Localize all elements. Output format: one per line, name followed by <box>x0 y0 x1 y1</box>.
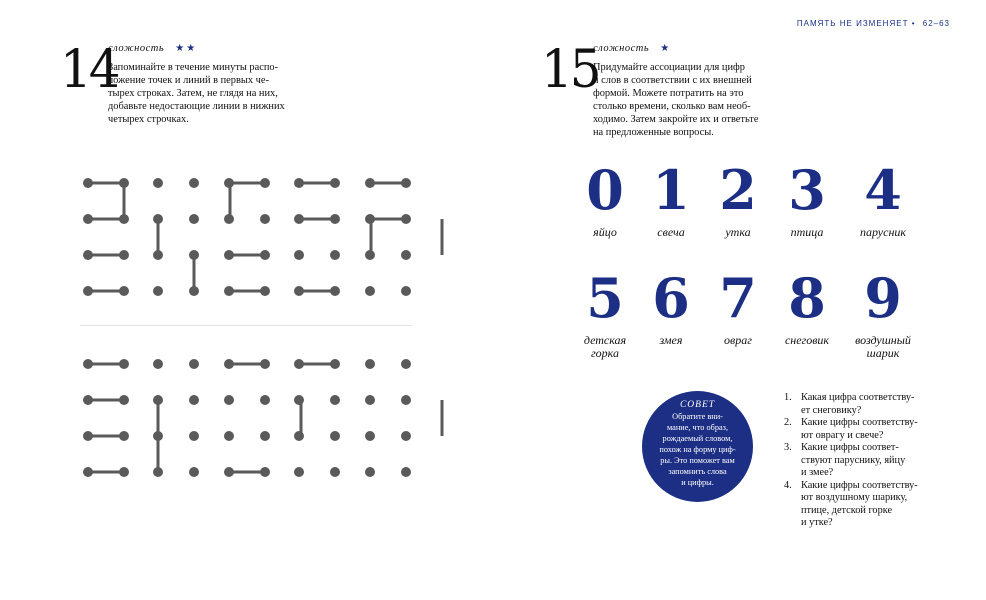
instruction-line: на предложенные вопросы. <box>593 127 714 138</box>
difficulty-stars: ★ <box>660 43 672 54</box>
question-item: 2. Какие цифры соответству- ют оврагу и свече? <box>784 417 918 441</box>
digit-7: 7 <box>719 266 757 330</box>
question-number: 1. <box>784 392 792 403</box>
grid-dot <box>294 250 304 260</box>
digit-4: 4 <box>864 158 902 222</box>
grid-dot <box>365 395 375 405</box>
grid-dot <box>189 359 199 369</box>
grid-dot <box>260 431 270 441</box>
word-1: свеча <box>657 225 685 239</box>
tip-line: запомнить слова <box>668 467 727 476</box>
digit-2: 2 <box>719 158 757 222</box>
word-4: парусник <box>859 225 907 239</box>
grid-dot <box>294 467 304 477</box>
word-2: утка <box>725 225 751 239</box>
instruction-line: ложение точек и линий в первых че- <box>108 75 269 86</box>
grid-dot <box>365 286 375 296</box>
digit-3: 3 <box>788 158 826 222</box>
grid-dot <box>153 286 163 296</box>
grid-dot <box>153 359 163 369</box>
grid-dot <box>330 431 340 441</box>
grid-dot <box>365 467 375 477</box>
grid-dot <box>401 431 411 441</box>
difficulty-label: сложность <box>593 43 650 54</box>
word-3: птица <box>790 225 824 239</box>
tip-title: СОВЕТ <box>679 400 716 410</box>
tip-line: мание, что образ, <box>666 423 729 432</box>
question-item: 4. Какие цифры соответству- ют воздушному шарику, птице, детской горке и утке? <box>784 479 918 528</box>
grid-dot <box>401 286 411 296</box>
grid-dot <box>330 467 340 477</box>
question-item: 3. Какие цифры соответ- ствуют паруснику, яйцу и змее? <box>784 442 906 478</box>
grid-dot <box>401 467 411 477</box>
tip-badge <box>642 391 753 502</box>
grid-dot <box>189 395 199 405</box>
digit-9: 9 <box>864 266 902 330</box>
word-9: воздушный шарик <box>855 333 911 360</box>
word-5: детская горка <box>583 333 627 360</box>
grid-divider <box>80 325 412 326</box>
word-8: снеговик <box>784 333 830 347</box>
question-number: 4. <box>784 479 792 491</box>
instruction-line: Придумайте ассоциации для цифр <box>593 62 745 73</box>
grid-dot <box>365 431 375 441</box>
exercise-15-instructions <box>593 61 758 139</box>
grid-dot <box>260 214 270 224</box>
tip-line: ры. Это поможет вам <box>660 456 735 465</box>
digit-5: 5 <box>586 266 624 330</box>
header-title: ПАМЯТЬ НЕ ИЗМЕНЯЕТ <box>796 19 909 28</box>
instruction-line: столько времени, сколько вам необ- <box>593 101 751 112</box>
grid-dot <box>330 250 340 260</box>
digit-0: 0 <box>586 158 624 222</box>
exercise-15-difficulty <box>593 43 671 54</box>
question-item: 1. Какая цифра соответству- ет снеговику? <box>784 392 915 416</box>
grid-dot <box>189 178 199 188</box>
exercise-15-number: 15 <box>541 38 599 100</box>
instruction-line: ходимо. Затем закройте их и ответьте <box>593 114 759 125</box>
grid-dot <box>330 395 340 405</box>
instruction-line: четырех строчках. <box>108 114 189 125</box>
tip-line: и цифры. <box>681 478 714 487</box>
tip-line: Обратите вни- <box>672 412 723 421</box>
grid-dot <box>224 431 234 441</box>
grid-dot <box>260 395 270 405</box>
instruction-line: и слов в соответствии с их внешней <box>593 75 752 86</box>
exercise-14-number: 14 <box>60 38 118 100</box>
instruction-line: Запоминайте в течение минуты распо- <box>108 62 279 73</box>
digit-8: 8 <box>788 266 826 330</box>
grid-dot <box>224 395 234 405</box>
grid-dot <box>189 467 199 477</box>
question-list <box>784 392 918 530</box>
question-number: 2. <box>784 417 792 428</box>
instruction-line: добавьте недостающие линии в нижних <box>108 101 285 112</box>
digit-6: 6 <box>652 266 690 330</box>
word-7: овраг <box>724 333 752 347</box>
question-number: 3. <box>784 442 792 453</box>
grid-dot <box>401 250 411 260</box>
difficulty-stars: ★★ <box>175 43 198 54</box>
difficulty-label: сложность <box>108 43 165 54</box>
grid-dot <box>401 395 411 405</box>
instruction-line: формой. Можете потратить на это <box>593 88 744 99</box>
instruction-line: тырех строках. Затем, не глядя на них, <box>108 88 278 99</box>
dot-grid-memorize <box>83 178 442 296</box>
header-bullet: • <box>911 19 916 28</box>
word-0: яйцо <box>593 225 617 239</box>
tip-line: рождаемый словом, <box>662 434 733 443</box>
dot-grid-complete <box>83 359 442 477</box>
page-numbers: 62–63 <box>922 19 950 28</box>
grid-dot <box>153 178 163 188</box>
grid-dot <box>189 214 199 224</box>
grid-dot <box>189 431 199 441</box>
running-header <box>797 19 950 28</box>
grid-dot <box>401 359 411 369</box>
grid-dot <box>365 359 375 369</box>
tip-line: похож на форму циф- <box>659 445 736 454</box>
digit-1: 1 <box>652 158 690 222</box>
word-6: змея <box>659 333 683 347</box>
